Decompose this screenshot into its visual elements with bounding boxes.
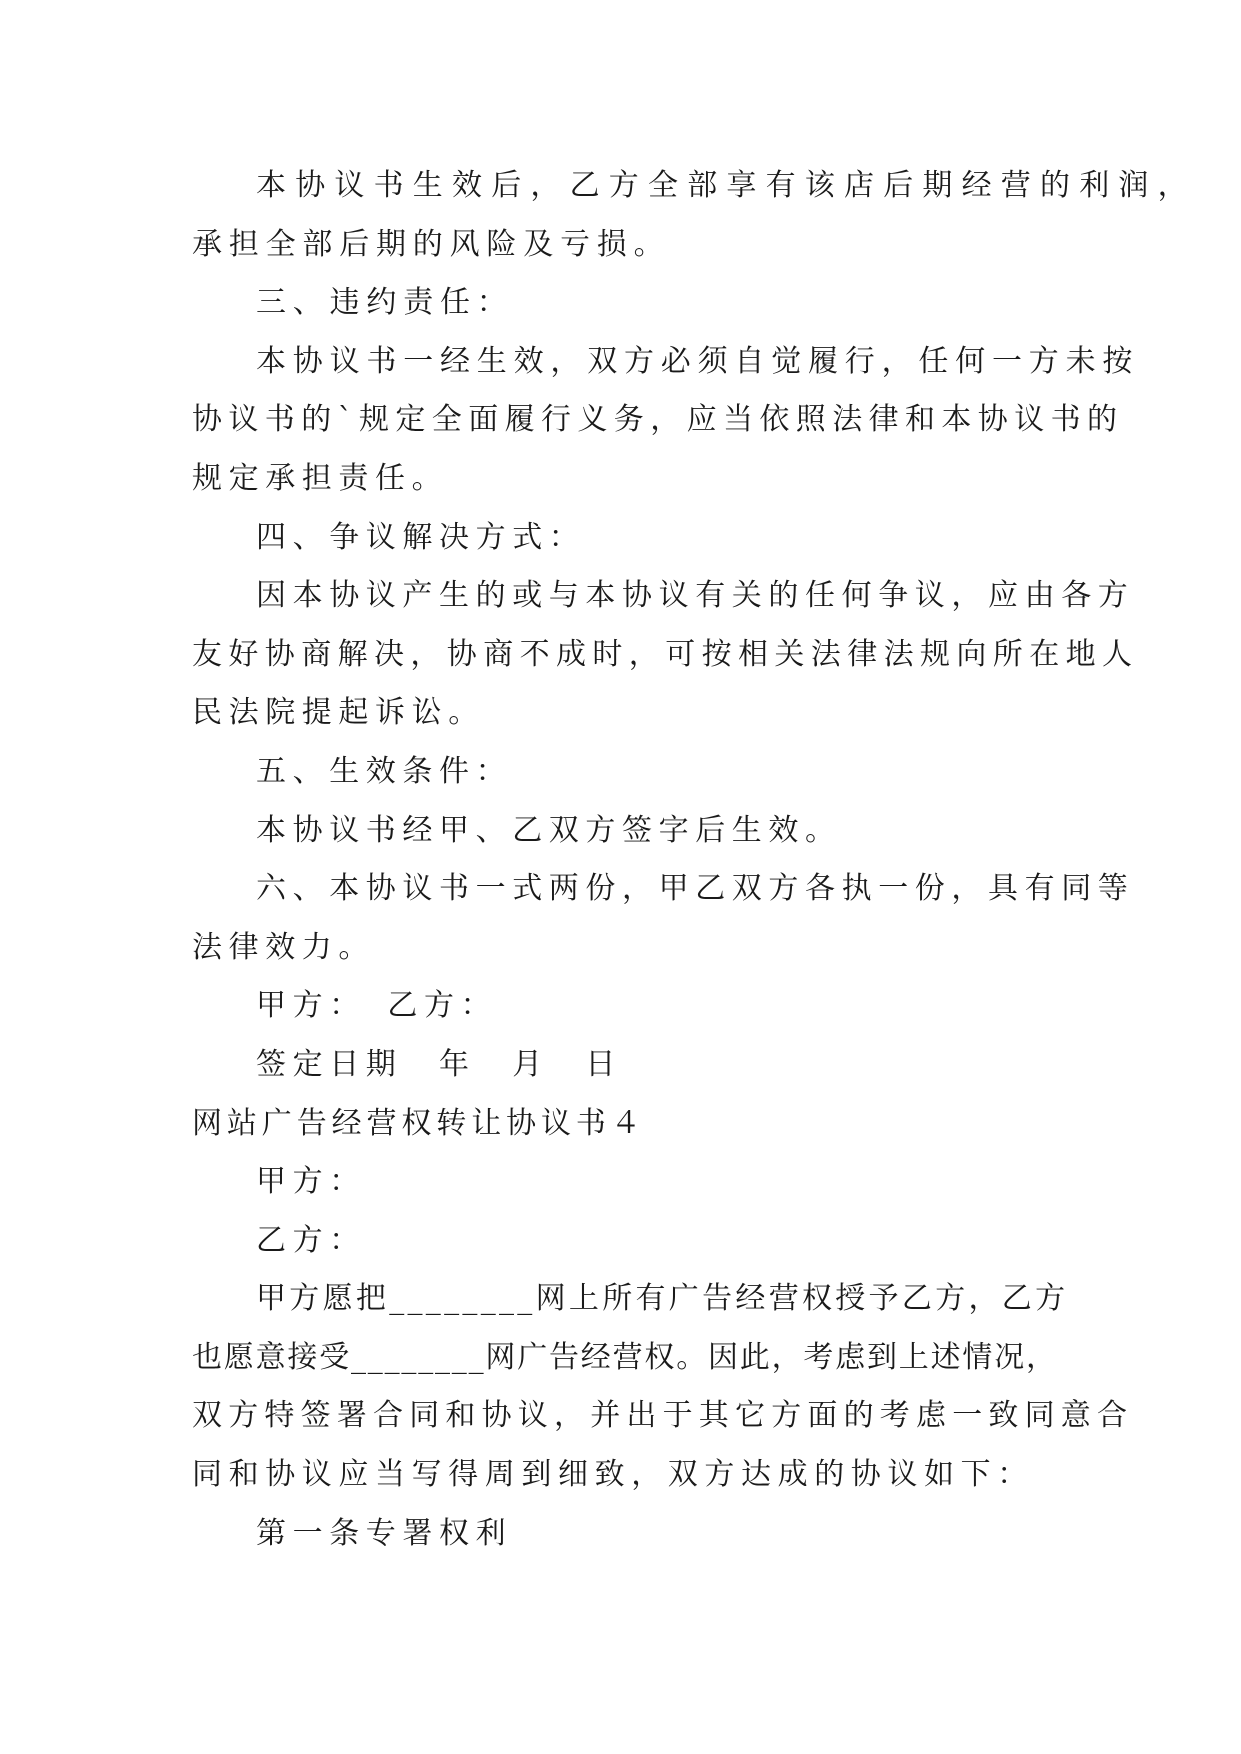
paragraph-line: 双方特签署合同和协议，并出于其它方面的考虑一致同意合 — [192, 1398, 1134, 1434]
paragraph-line: 本协议书经甲、乙双方签字后生效。 — [256, 812, 842, 848]
signature-line: 甲方： 乙方： — [256, 988, 498, 1024]
document-body — [192, 157, 1197, 1563]
paragraph-line: 规定承担责任。 — [192, 460, 449, 496]
paragraph-line: 六、本协议书一式两份，甲乙双方各执一份，具有同等 — [256, 871, 1135, 907]
article-heading: 第一条专署权利 — [256, 1515, 513, 1551]
section-heading: 三、违约责任： — [256, 285, 514, 321]
paragraph-line: 承担全部后期的风险及亏损。 — [192, 226, 671, 262]
paragraph-line: 同和协议应当写得周到细致，双方达成的协议如下： — [192, 1457, 1034, 1493]
paragraph-line: 法律效力。 — [192, 929, 375, 965]
paragraph-line: 协议书的`规定全面履行义务，应当依照法律和本协议书的 — [192, 402, 1124, 438]
signing-date-line: 签定日期 年 月 日 — [256, 1046, 622, 1082]
paragraph-line: 本协议书一经生效，双方必须自觉履行，任何一方未按 — [256, 343, 1140, 379]
party-b-line: 乙方： — [256, 1222, 366, 1258]
paragraph-line: 友好协商解决，协商不成时，可按相关法律法规向所在地人 — [192, 636, 1139, 672]
paragraph-line: 也愿意接受________网广告经营权。因此，考虑到上述情况， — [192, 1339, 1058, 1375]
paragraph-line: 本协议书生效后，乙方全部享有该店后期经营的利润， — [256, 168, 1197, 203]
paragraph-line: 甲方愿把________网上所有广告经营权授予乙方，乙方 — [256, 1281, 1069, 1317]
paragraph-line: 民法院提起诉讼。 — [192, 695, 485, 731]
document-title: 网站广告经营权转让协议书４ — [192, 1105, 646, 1141]
section-heading: 四、争议解决方式： — [256, 519, 586, 555]
party-a-line: 甲方： — [256, 1164, 366, 1200]
paragraph-line: 因本协议产生的或与本协议有关的任何争议，应由各方 — [256, 578, 1135, 614]
section-heading: 五、生效条件： — [256, 753, 513, 789]
